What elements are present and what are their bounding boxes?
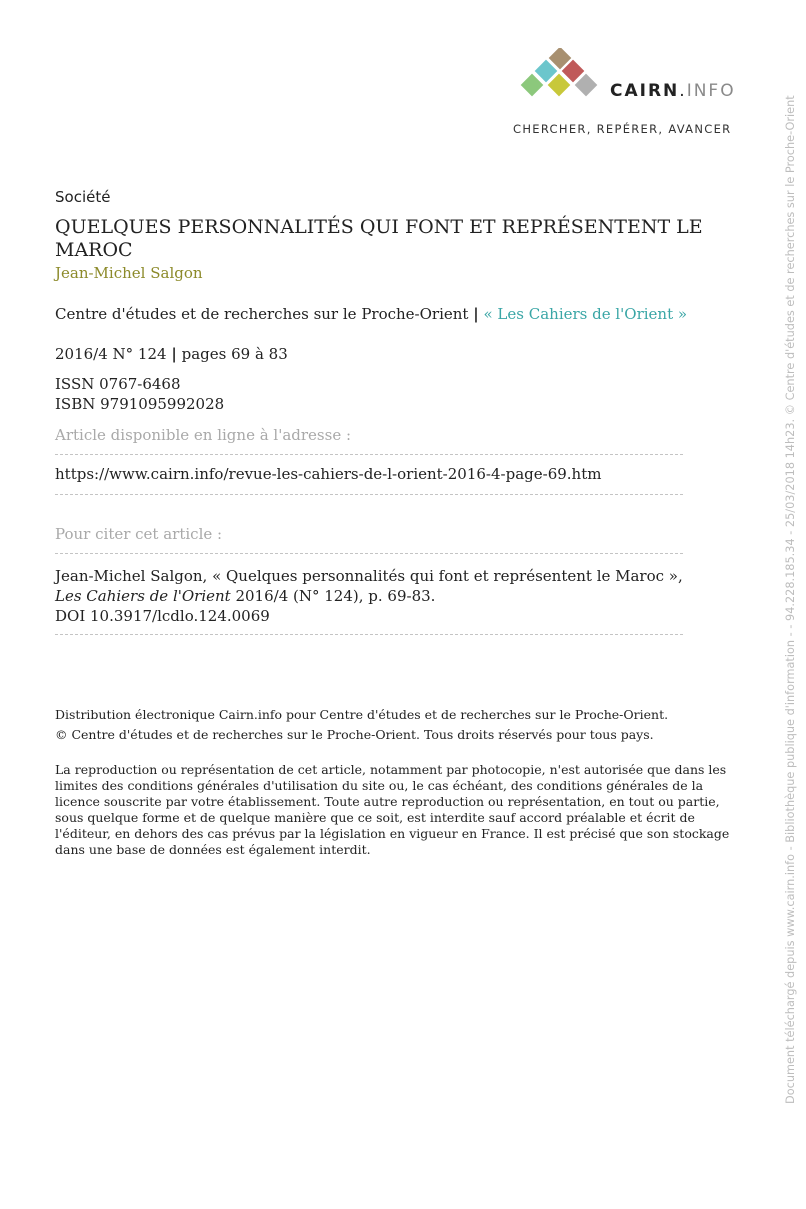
issue-line bbox=[55, 345, 288, 363]
legal-line: limites des conditions générales d'utilisation du site ou, le cas échéant, des conditions générales de la bbox=[55, 778, 704, 793]
logo-tld: INFO bbox=[686, 81, 736, 101]
issue-pages: pages 69 à 83 bbox=[181, 345, 288, 363]
article-title: QUELQUES PERSONNALITÉS QUI FONT ET REPRÉSENTENT LE MAROC bbox=[55, 216, 703, 261]
citation-block bbox=[55, 566, 745, 626]
journal-link[interactable]: « Les Cahiers de l'Orient » bbox=[483, 305, 688, 323]
section-label: Société bbox=[55, 188, 111, 206]
legal-line: La reproduction ou représentation de cet article, notamment par photocopie, n'est autorisée que dans les bbox=[55, 762, 727, 777]
citation-journal: Les Cahiers de l'Orient bbox=[55, 587, 231, 605]
divider bbox=[55, 634, 683, 635]
distribution-notice bbox=[55, 705, 755, 745]
logo-brand: CAIRN bbox=[610, 81, 680, 101]
citation-line-2 bbox=[55, 586, 745, 606]
article-author[interactable]: Jean-Michel Salgon bbox=[55, 264, 203, 282]
publisher-name: Centre d'études et de recherches sur le Proche-Orient bbox=[55, 305, 469, 323]
copyright-line: © Centre d'études et de recherches sur le Proche-Orient. Tous droits réservés pour tous pays. bbox=[55, 727, 654, 742]
citation-issue: 2016/4 (N° 124), p. 69-83. bbox=[230, 587, 436, 605]
divider bbox=[55, 454, 683, 455]
logo-tagline: CHERCHER, REPÉRER, AVANCER bbox=[513, 122, 732, 136]
publisher-line bbox=[55, 305, 687, 323]
legal-line: l'éditeur, en dehors des cas prévus par la législation en vigueur en France. Il est précisé que son stockage bbox=[55, 826, 730, 841]
diamond-green bbox=[521, 74, 544, 97]
divider bbox=[55, 494, 683, 495]
cairn-diamonds-icon bbox=[514, 48, 604, 108]
download-watermark: Document téléchargé depuis www.cairn.info - Bibliothèque publique d'information - - 94.228.185.34 - 25/03/2018 14h23. © Centre d'études et de recherches sur le Proche-Orient bbox=[784, 95, 797, 1104]
logo-wordmark bbox=[610, 81, 736, 101]
publisher-separator: | bbox=[473, 305, 479, 323]
issue-number: 2016/4 N° 124 bbox=[55, 345, 167, 363]
logo-dot: . bbox=[679, 81, 687, 101]
article-url[interactable]: https://www.cairn.info/revue-les-cahiers-de-l-orient-2016-4-page-69.htm bbox=[55, 465, 602, 483]
legal-notice bbox=[55, 762, 755, 858]
cite-label: Pour citer cet article : bbox=[55, 525, 223, 543]
legal-line: sous quelque forme et de quelque manière que ce soit, est interdite sauf accord préalable et écrit de bbox=[55, 810, 695, 825]
legal-line: licence souscrite par votre établissement. Toute autre reproduction ou représentation, en tout ou partie, bbox=[55, 794, 720, 809]
divider bbox=[55, 553, 683, 554]
issn: ISSN 0767-6468 bbox=[55, 375, 181, 393]
issue-separator: | bbox=[171, 345, 177, 363]
citation-line-1: Jean-Michel Salgon, « Quelques personnalités qui font et représentent le Maroc », bbox=[55, 567, 683, 585]
available-label: Article disponible en ligne à l'adresse : bbox=[55, 426, 352, 444]
isbn: ISBN 9791095992028 bbox=[55, 395, 225, 413]
legal-line: dans une base de données est également interdit. bbox=[55, 842, 371, 857]
distribution-line: Distribution électronique Cairn.info pour Centre d'études et de recherches sur le Proche-Orient. bbox=[55, 707, 669, 722]
citation-doi[interactable]: DOI 10.3917/lcdlo.124.0069 bbox=[55, 607, 270, 625]
